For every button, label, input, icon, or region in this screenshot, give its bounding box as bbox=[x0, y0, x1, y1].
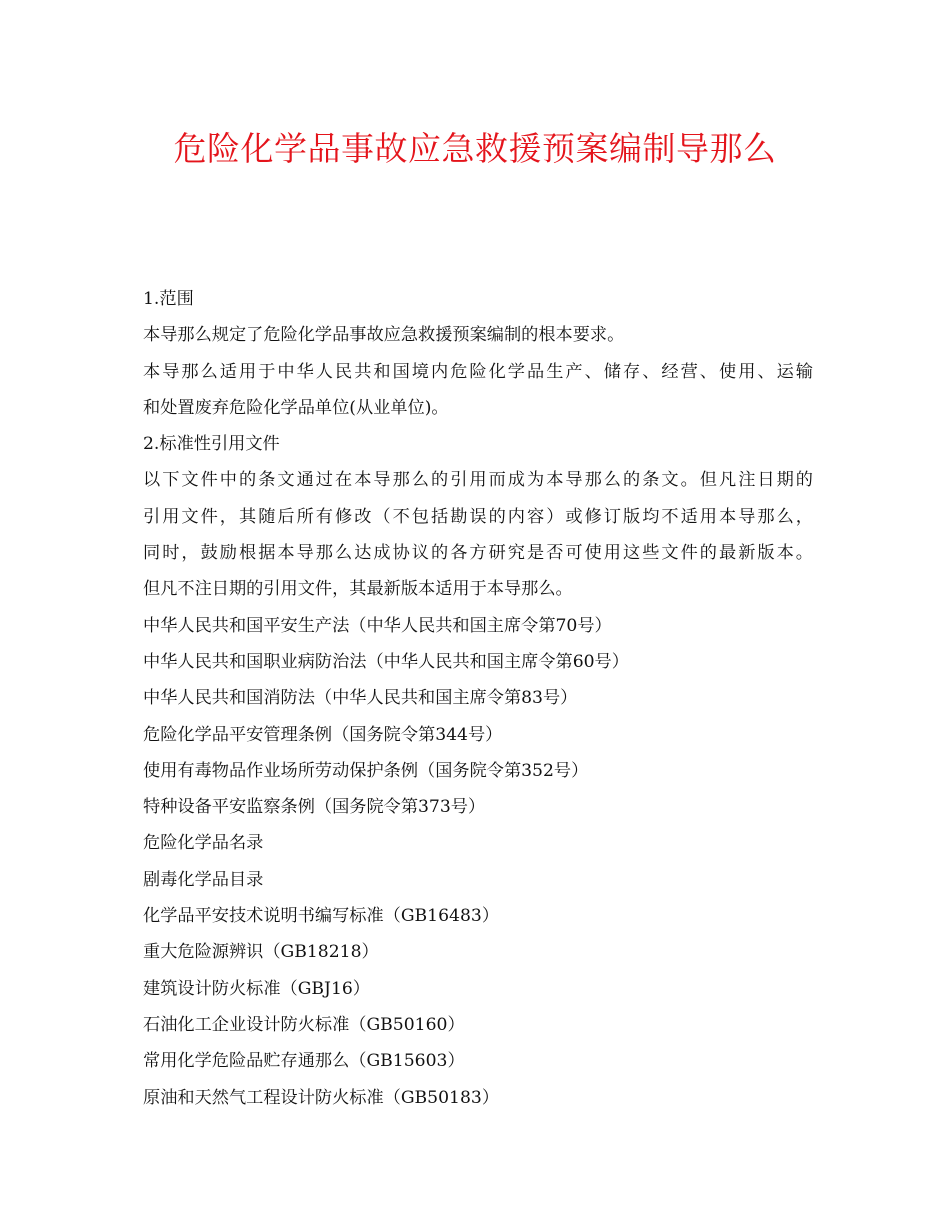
section-heading: 1.范围 bbox=[143, 289, 194, 309]
reference-item: 中华人民共和国消防法（中华人民共和国主席令第83号） bbox=[143, 688, 578, 709]
reference-item: 常用化学危险品贮存通那么（GB15603） bbox=[143, 1051, 465, 1072]
reference-item: 化学品平安技术说明书编写标准（GB16483） bbox=[143, 906, 500, 927]
reference-item: 中华人民共和国平安生产法（中华人民共和国主席令第70号） bbox=[143, 615, 612, 636]
reference-item: 危险化学品名录 bbox=[143, 833, 264, 854]
paragraph-line: 同时，鼓励根据本导那么达成协议的各方研究是否可使用这些文件的最新版本。 bbox=[143, 543, 813, 564]
reference-item: 使用有毒物品作业场所劳动保护条例（国务院令第352号） bbox=[143, 760, 589, 781]
reference-item: 中华人民共和国职业病防治法（中华人民共和国主席令第60号） bbox=[143, 651, 629, 672]
paragraph-line: 本导那么适用于中华人民共和国境内危险化学品生产、储存、经营、使用、运输 bbox=[143, 361, 813, 382]
document-body bbox=[143, 281, 813, 1116]
reference-item: 特种设备平安监察条例（国务院令第373号） bbox=[143, 797, 486, 818]
paragraph-line: 本导那么规定了危险化学品事故应急救援预案编制的根本要求。 bbox=[143, 325, 625, 346]
paragraph-line: 和处置废弃危险化学品单位(从业单位)。 bbox=[143, 397, 449, 418]
paragraph-line: 以下文件中的条文通过在本导那么的引用而成为本导那么的条文。但凡注日期的 bbox=[143, 470, 813, 491]
reference-item: 原油和天然气工程设计防火标准（GB50183） bbox=[143, 1087, 500, 1108]
section-heading: 2.标准性引用文件 bbox=[143, 434, 280, 455]
reference-item: 危险化学品平安管理条例（国务院令第344号） bbox=[143, 724, 503, 745]
document-title: 危险化学品事故应急救援预案编制导那么 bbox=[173, 129, 777, 168]
reference-item: 石油化工企业设计防火标准（GB50160） bbox=[143, 1014, 465, 1035]
reference-item: 剧毒化学品目录 bbox=[143, 869, 264, 890]
paragraph-line: 引用文件，其随后所有修改（不包括勘误的内容）或修订版均不适用本导那么， bbox=[143, 506, 813, 527]
reference-item: 建筑设计防火标准（GBJ16） bbox=[143, 978, 370, 999]
reference-item: 重大危险源辨识（GB18218） bbox=[143, 942, 379, 963]
paragraph-line: 但凡不注日期的引用文件，其最新版本适用于本导那么。 bbox=[143, 579, 573, 600]
